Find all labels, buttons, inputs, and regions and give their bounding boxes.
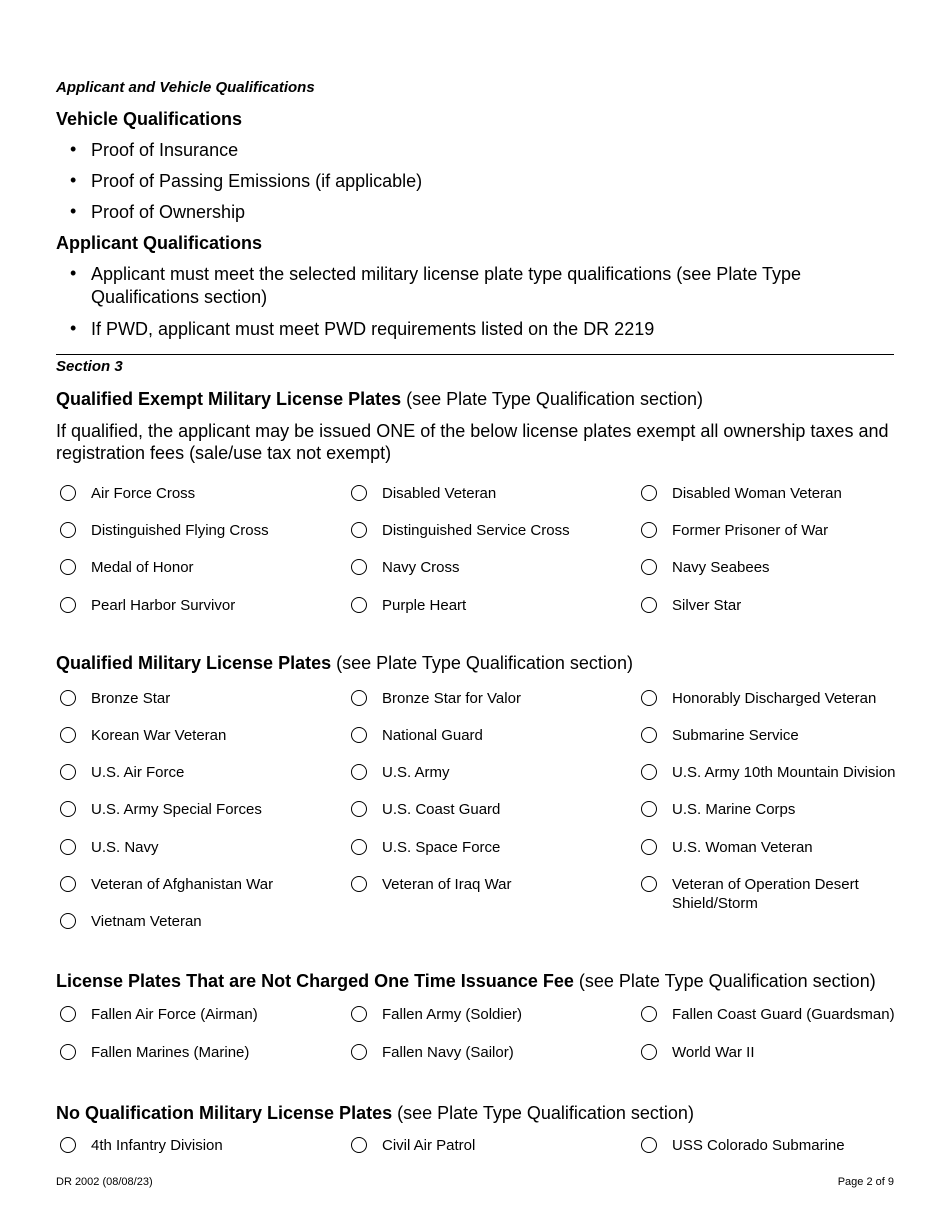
- option-label: Veteran of Afghanistan War: [91, 876, 274, 893]
- option-label: Fallen Marines (Marine): [91, 1044, 250, 1061]
- not-charged-plate-option[interactable]: [351, 1043, 612, 1062]
- exempt-plate-option[interactable]: [351, 521, 612, 540]
- option-label: Navy Seabees: [672, 559, 770, 576]
- applicant-item: If PWD, applicant must meet PWD requirements listed on the DR 2219: [91, 319, 655, 339]
- radio-button[interactable]: [641, 522, 657, 538]
- exempt-plate-option[interactable]: [351, 484, 612, 503]
- radio-button[interactable]: [60, 522, 76, 538]
- exempt-plate-option[interactable]: [641, 521, 902, 540]
- applicant-item: Applicant must meet the selected military license plate type qualifications (see Plate Type Qualifications section): [91, 264, 802, 307]
- radio-button[interactable]: [641, 764, 657, 780]
- exempt-plate-option[interactable]: [351, 558, 612, 577]
- radio-button[interactable]: [60, 839, 76, 855]
- radio-button[interactable]: [60, 559, 76, 575]
- option-label: Navy Cross: [382, 559, 460, 576]
- radio-button[interactable]: [641, 801, 657, 817]
- exempt-plate-option[interactable]: [351, 596, 612, 615]
- qualified-plate-option[interactable]: [641, 838, 902, 857]
- qualified-plate-option[interactable]: [351, 763, 612, 782]
- radio-button[interactable]: [641, 1137, 657, 1153]
- radio-button[interactable]: [60, 1044, 76, 1060]
- exempt-plate-option[interactable]: [641, 558, 902, 577]
- qualified-plate-option[interactable]: [60, 838, 321, 857]
- not-charged-plates-title: License Plates That are Not Charged One Time Issuance Fee: [56, 971, 574, 991]
- option-label: U.S. Space Force: [382, 839, 501, 856]
- qualified-plate-option[interactable]: [351, 875, 612, 894]
- radio-button[interactable]: [60, 597, 76, 613]
- radio-button[interactable]: [60, 913, 76, 929]
- radio-button[interactable]: [351, 727, 367, 743]
- radio-button[interactable]: [641, 876, 657, 892]
- no-qualification-plate-option[interactable]: [641, 1136, 902, 1155]
- option-label: Honorably Discharged Veteran: [672, 690, 877, 707]
- exempt-plates-title: Qualified Exempt Military License Plates: [56, 389, 402, 409]
- option-label: Distinguished Flying Cross: [91, 522, 269, 539]
- option-label: Fallen Army (Soldier): [382, 1006, 523, 1023]
- option-label: U.S. Marine Corps: [672, 801, 796, 818]
- qualified-plate-option[interactable]: [641, 763, 902, 782]
- option-label: U.S. Coast Guard: [382, 801, 501, 818]
- option-label: Medal of Honor: [91, 559, 194, 576]
- exempt-plate-option[interactable]: [60, 558, 321, 577]
- radio-button[interactable]: [641, 559, 657, 575]
- exempt-plate-option[interactable]: [641, 484, 902, 503]
- vehicle-item: Proof of Passing Emissions (if applicable): [91, 171, 423, 191]
- option-label: U.S. Woman Veteran: [672, 839, 813, 856]
- radio-button[interactable]: [351, 597, 367, 613]
- option-label: Vietnam Veteran: [91, 913, 202, 930]
- option-label: Air Force Cross: [91, 485, 196, 502]
- option-label: Veteran of Iraq War: [382, 876, 512, 893]
- applicant-qualifications-heading: Applicant Qualifications: [56, 233, 263, 253]
- radio-button[interactable]: [641, 727, 657, 743]
- option-label: World War II: [672, 1044, 755, 1061]
- radio-button[interactable]: [60, 764, 76, 780]
- bullet-icon: •: [70, 170, 77, 190]
- qualified-plate-option[interactable]: [641, 875, 902, 913]
- radio-button[interactable]: [60, 1006, 76, 1022]
- exempt-plate-option[interactable]: [60, 596, 321, 615]
- not-charged-plates-note: (see Plate Type Qualification section): [578, 971, 876, 991]
- radio-button[interactable]: [641, 597, 657, 613]
- form-page: [56, 0, 894, 1230]
- option-label: Bronze Star for Valor: [382, 690, 521, 707]
- qualified-plate-option[interactable]: [60, 763, 321, 782]
- radio-button[interactable]: [351, 485, 367, 501]
- qualified-plate-option[interactable]: [351, 689, 612, 708]
- exempt-plates-heading: [56, 389, 703, 410]
- qualified-plates-title: Qualified Military License Plates: [56, 653, 332, 673]
- option-label: U.S. Army Special Forces: [91, 801, 262, 818]
- qualified-plate-option[interactable]: [60, 726, 321, 745]
- option-label: U.S. Army 10th Mountain Division: [672, 764, 896, 781]
- radio-button[interactable]: [60, 801, 76, 817]
- qualified-plate-option[interactable]: [351, 726, 612, 745]
- bullet-icon: •: [70, 263, 77, 283]
- radio-button[interactable]: [641, 485, 657, 501]
- radio-button[interactable]: [351, 801, 367, 817]
- option-label: Pearl Harbor Survivor: [91, 597, 236, 614]
- section-3-label: Section 3: [56, 358, 123, 375]
- not-charged-plate-option[interactable]: [60, 1043, 321, 1062]
- exempt-plate-option[interactable]: [60, 521, 321, 540]
- no-qualification-plates-note: (see Plate Type Qualification section): [397, 1103, 694, 1123]
- radio-button[interactable]: [641, 1006, 657, 1022]
- option-label: USS Colorado Submarine: [672, 1137, 845, 1154]
- not-charged-plate-option[interactable]: [351, 1005, 612, 1024]
- option-label: Former Prisoner of War: [672, 522, 829, 539]
- section-label-applicant-vehicle: Applicant and Vehicle Qualifications: [56, 79, 315, 96]
- qualified-plate-option[interactable]: [641, 726, 902, 745]
- option-label: 4th Infantry Division: [91, 1137, 223, 1154]
- radio-button[interactable]: [351, 1006, 367, 1022]
- radio-button[interactable]: [351, 690, 367, 706]
- not-charged-plate-option[interactable]: [641, 1043, 902, 1062]
- option-label: Purple Heart: [382, 597, 467, 614]
- radio-button[interactable]: [351, 1044, 367, 1060]
- qualified-plate-option[interactable]: [60, 875, 321, 894]
- radio-button[interactable]: [351, 559, 367, 575]
- qualified-plate-option[interactable]: [351, 800, 612, 819]
- radio-button[interactable]: [60, 727, 76, 743]
- not-charged-plates-heading: [56, 971, 876, 992]
- bullet-icon: •: [70, 139, 77, 159]
- radio-button[interactable]: [60, 690, 76, 706]
- radio-button[interactable]: [351, 839, 367, 855]
- qualified-plate-option[interactable]: [641, 800, 902, 819]
- option-label: Fallen Coast Guard (Guardsman): [672, 1006, 895, 1023]
- no-qualification-plates-title: No Qualification Military License Plates: [56, 1103, 393, 1123]
- radio-button[interactable]: [641, 690, 657, 706]
- bullet-icon: •: [70, 318, 77, 338]
- option-label: National Guard: [382, 727, 483, 744]
- not-charged-plate-option[interactable]: [641, 1005, 902, 1024]
- option-label: Silver Star: [672, 597, 742, 614]
- radio-button[interactable]: [60, 1137, 76, 1153]
- option-label: Disabled Veteran: [382, 485, 497, 502]
- radio-button[interactable]: [351, 522, 367, 538]
- not-charged-plate-option[interactable]: [60, 1005, 321, 1024]
- section-divider: [56, 354, 894, 355]
- page-number: Page 2 of 9: [837, 1176, 894, 1188]
- qualified-plate-option[interactable]: [60, 912, 321, 931]
- qualified-plates-note: (see Plate Type Qualification section): [336, 653, 633, 673]
- option-label: U.S. Army: [382, 764, 450, 781]
- option-label: Korean War Veteran: [91, 727, 227, 744]
- option-label: U.S. Air Force: [91, 764, 185, 781]
- qualified-plate-option[interactable]: [60, 689, 321, 708]
- option-label: Disabled Woman Veteran: [672, 485, 842, 502]
- radio-button[interactable]: [351, 876, 367, 892]
- option-label: Submarine Service: [672, 727, 799, 744]
- radio-button[interactable]: [641, 839, 657, 855]
- vehicle-item: Proof of Insurance: [91, 140, 239, 160]
- exempt-plates-note: (see Plate Type Qualification section): [406, 389, 703, 409]
- vehicle-qualifications-heading: Vehicle Qualifications: [56, 109, 243, 129]
- qualified-plates-heading: [56, 653, 633, 674]
- exempt-plate-option[interactable]: [641, 596, 902, 615]
- radio-button[interactable]: [60, 876, 76, 892]
- option-label: Bronze Star: [91, 690, 171, 707]
- option-label: Fallen Air Force (Airman): [91, 1006, 258, 1023]
- no-qualification-plate-option[interactable]: [351, 1136, 612, 1155]
- radio-button[interactable]: [351, 764, 367, 780]
- form-id: DR 2002 (08/08/23): [56, 1176, 153, 1188]
- no-qualification-plate-option[interactable]: [60, 1136, 321, 1155]
- vehicle-item: Proof of Ownership: [91, 202, 246, 222]
- radio-button[interactable]: [60, 485, 76, 501]
- option-label: Civil Air Patrol: [382, 1137, 476, 1154]
- option-label: Veteran of Operation Desert Shield/Storm: [672, 876, 859, 912]
- qualified-plate-option[interactable]: [641, 689, 902, 708]
- no-qualification-plates-heading: [56, 1103, 694, 1124]
- option-label: Fallen Navy (Sailor): [382, 1044, 514, 1061]
- exempt-plate-option[interactable]: [60, 484, 321, 503]
- radio-button[interactable]: [351, 1137, 367, 1153]
- qualified-plate-option[interactable]: [60, 800, 321, 819]
- bullet-icon: •: [70, 201, 77, 221]
- radio-button[interactable]: [641, 1044, 657, 1060]
- option-label: Distinguished Service Cross: [382, 522, 570, 539]
- exempt-plates-description: If qualified, the applicant may be issued ONE of the below license plates exempt all ownership taxes and registration fees (sale/use tax not exempt): [56, 421, 889, 463]
- qualified-plate-option[interactable]: [351, 838, 612, 857]
- option-label: U.S. Navy: [91, 839, 159, 856]
